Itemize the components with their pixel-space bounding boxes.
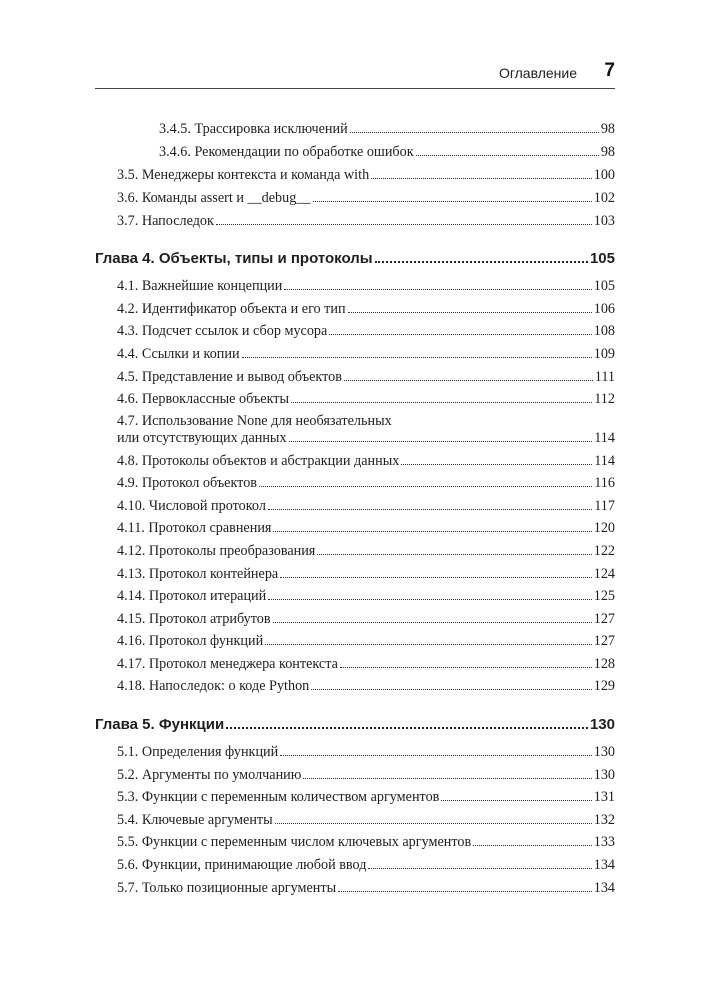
toc-entry-3-4-5[interactable] bbox=[159, 121, 615, 138]
toc-entry-label: 4.9. Протокол объектов bbox=[117, 475, 257, 491]
dot-leader bbox=[280, 577, 592, 578]
toc-entry-page: 133 bbox=[593, 834, 615, 850]
toc-entry-4-17[interactable] bbox=[117, 656, 615, 673]
dot-leader bbox=[371, 178, 592, 179]
toc-entry-label: 4.10. Числовой протокол bbox=[117, 498, 266, 514]
dot-leader bbox=[317, 554, 591, 555]
dot-leader bbox=[338, 891, 592, 892]
toc-chapter-page: 105 bbox=[589, 250, 615, 267]
toc-entry-5-4[interactable] bbox=[117, 812, 615, 829]
dot-leader bbox=[313, 201, 592, 202]
toc-entry-page: 108 bbox=[593, 323, 615, 339]
toc-entry-page: 98 bbox=[600, 121, 615, 137]
toc-entry-4-7[interactable] bbox=[117, 413, 615, 447]
toc-entry-label: 4.17. Протокол менеджера контекста bbox=[117, 656, 338, 672]
dot-leader bbox=[268, 599, 591, 600]
toc-entry-page: 102 bbox=[593, 190, 615, 206]
toc-entry-label: 3.4.5. Трассировка исключений bbox=[159, 121, 348, 137]
toc-entry-page: 134 bbox=[593, 880, 615, 896]
dot-leader bbox=[273, 531, 591, 532]
toc-entry-page: 124 bbox=[593, 566, 615, 582]
toc-entry-page: 134 bbox=[593, 857, 615, 873]
toc-entry-page: 125 bbox=[593, 588, 615, 604]
dot-leader bbox=[226, 727, 588, 729]
toc-entry-4-11[interactable] bbox=[117, 520, 615, 537]
toc-entry-page: 128 bbox=[593, 656, 615, 672]
dot-leader bbox=[291, 402, 592, 403]
toc-entry-3-4-6[interactable] bbox=[159, 144, 615, 161]
toc-entry-label: 4.5. Представление и вывод объектов bbox=[117, 369, 342, 385]
toc-entry-5-2[interactable] bbox=[117, 767, 615, 784]
toc-entry-5-1[interactable] bbox=[117, 744, 615, 761]
toc-entry-5-6[interactable] bbox=[117, 857, 615, 874]
toc-entry-page: 105 bbox=[593, 278, 615, 294]
toc-entry-5-5[interactable] bbox=[117, 834, 615, 851]
toc-entry-label: 5.7. Только позиционные аргументы bbox=[117, 880, 337, 896]
toc-entry-label: 4.13. Протокол контейнера bbox=[117, 566, 279, 582]
toc-entry-label: 4.14. Протокол итераций bbox=[117, 588, 267, 604]
toc-entry-4-1[interactable] bbox=[117, 278, 615, 295]
toc-entry-page: 114 bbox=[594, 453, 615, 469]
dot-leader bbox=[275, 823, 592, 824]
toc-chapter-label: Глава 4. Объекты, типы и протоколы bbox=[95, 250, 373, 267]
toc-entry-page: 106 bbox=[593, 301, 615, 317]
toc-chapter-label: Глава 5. Функции bbox=[95, 716, 225, 733]
toc-entry-3-6[interactable] bbox=[117, 190, 615, 207]
toc-entry-page: 129 bbox=[593, 678, 615, 694]
toc-entry-label: 4.18. Напоследок: о коде Python bbox=[117, 678, 310, 694]
dot-leader bbox=[259, 486, 592, 487]
toc-entry-4-13[interactable] bbox=[117, 566, 615, 583]
toc-entry-label: 4.6. Первоклассные объекты bbox=[117, 391, 290, 407]
toc-entry-page: 117 bbox=[594, 498, 615, 514]
toc-entry-4-6[interactable] bbox=[117, 391, 615, 408]
toc-entry-4-12[interactable] bbox=[117, 543, 615, 560]
dot-leader bbox=[344, 380, 593, 381]
toc-entry-label: 3.7. Напоследок bbox=[117, 213, 214, 229]
toc-entry-page: 127 bbox=[593, 611, 615, 627]
toc-entry-page: 130 bbox=[593, 767, 615, 783]
toc-chapter-4[interactable] bbox=[95, 250, 615, 267]
toc-entry-line2 bbox=[117, 430, 615, 447]
toc-entry-label: 3.5. Менеджеры контекста и команда with bbox=[117, 167, 370, 183]
dot-leader bbox=[401, 464, 592, 465]
toc-entry-4-8[interactable] bbox=[117, 453, 615, 470]
toc-entry-5-7[interactable] bbox=[117, 880, 615, 897]
toc-entry-4-16[interactable] bbox=[117, 633, 615, 650]
toc-entry-4-15[interactable] bbox=[117, 611, 615, 628]
toc-chapter-page: 130 bbox=[589, 716, 615, 733]
toc-entry-label: 3.6. Команды assert и __debug__ bbox=[117, 190, 311, 206]
toc-entry-label: 4.2. Идентификатор объекта и его тип bbox=[117, 301, 346, 317]
toc-entry-label-line1: 4.7. Использование None для необязательных bbox=[117, 413, 392, 429]
dot-leader bbox=[350, 132, 599, 133]
toc-entry-4-14[interactable] bbox=[117, 588, 615, 605]
toc-entry-label: 4.8. Протоколы объектов и абстракции данных bbox=[117, 453, 400, 469]
toc-entry-page: 103 bbox=[593, 213, 615, 229]
toc-entry-label: 4.15. Протокол атрибутов bbox=[117, 611, 271, 627]
toc-entry-label: 5.6. Функции, принимающие любой ввод bbox=[117, 857, 367, 873]
toc-entry-page: 120 bbox=[593, 520, 615, 536]
toc-entry-4-3[interactable] bbox=[117, 323, 615, 340]
toc-entry-page: 130 bbox=[593, 744, 615, 760]
dot-leader bbox=[375, 261, 588, 263]
toc-entry-4-18[interactable] bbox=[117, 678, 615, 695]
toc-entry-label: 5.1. Определения функций bbox=[117, 744, 279, 760]
dot-leader bbox=[280, 755, 592, 756]
toc-entry-page: 98 bbox=[600, 144, 615, 160]
dot-leader bbox=[284, 289, 591, 290]
toc-entry-label: 5.3. Функции с переменным количеством аргументов bbox=[117, 789, 440, 805]
toc-entry-5-3[interactable] bbox=[117, 789, 615, 806]
running-header-title: Оглавление bbox=[498, 65, 577, 81]
dot-leader bbox=[303, 778, 591, 779]
toc-entry-page: 111 bbox=[594, 369, 615, 385]
toc-entry-4-4[interactable] bbox=[117, 346, 615, 363]
dot-leader bbox=[416, 155, 599, 156]
toc-entry-page: 109 bbox=[593, 346, 615, 362]
toc-entry-label: 4.4. Ссылки и копии bbox=[117, 346, 240, 362]
toc-entry-4-9[interactable] bbox=[117, 475, 615, 492]
dot-leader bbox=[273, 622, 592, 623]
toc-entry-label: 5.2. Аргументы по умолчанию bbox=[117, 767, 302, 783]
toc-entry-page: 131 bbox=[593, 789, 615, 805]
toc-entry-4-2[interactable] bbox=[117, 301, 615, 318]
toc-entry-label-line2: или отсутствующих данных bbox=[117, 430, 287, 446]
toc-entry-label: 3.4.6. Рекомендации по обработке ошибок bbox=[159, 144, 414, 160]
toc-entry-page: 122 bbox=[593, 543, 615, 559]
dot-leader bbox=[368, 868, 591, 869]
dot-leader bbox=[348, 312, 592, 313]
toc-entry-label: 5.5. Функции с переменным числом ключевых аргументов bbox=[117, 834, 472, 850]
toc-entry-label: 4.16. Протокол функций bbox=[117, 633, 264, 649]
toc-entry-label: 4.11. Протокол сравнения bbox=[117, 520, 272, 536]
toc-entry-page: 127 bbox=[593, 633, 615, 649]
toc-entry-page: 116 bbox=[594, 475, 615, 491]
toc-entry-4-5[interactable] bbox=[117, 369, 615, 386]
toc-entry-page: 132 bbox=[593, 812, 615, 828]
dot-leader bbox=[265, 644, 592, 645]
dot-leader bbox=[216, 224, 592, 225]
dot-leader bbox=[311, 689, 591, 690]
dot-leader bbox=[441, 800, 591, 801]
toc-entry-3-5[interactable] bbox=[117, 167, 615, 184]
toc-entry-page: 112 bbox=[594, 391, 615, 407]
dot-leader bbox=[242, 357, 592, 358]
toc-entry-label: 5.4. Ключевые аргументы bbox=[117, 812, 273, 828]
toc-entry-label: 4.1. Важнейшие концепции bbox=[117, 278, 283, 294]
toc-entry-3-7[interactable] bbox=[117, 213, 615, 230]
dot-leader bbox=[340, 667, 592, 668]
toc-chapter-5[interactable] bbox=[95, 716, 615, 733]
page-number: 7 bbox=[604, 60, 615, 81]
toc-entry-page: 100 bbox=[593, 167, 615, 183]
dot-leader bbox=[329, 334, 591, 335]
toc-entry-page: 114 bbox=[594, 430, 615, 446]
dot-leader bbox=[473, 845, 592, 846]
dot-leader bbox=[289, 441, 593, 442]
dot-leader bbox=[268, 509, 592, 510]
toc-entry-4-10[interactable] bbox=[117, 498, 615, 515]
toc-entry-label: 4.12. Протоколы преобразования bbox=[117, 543, 316, 559]
toc-entry-label: 4.3. Подсчет ссылок и сбор мусора bbox=[117, 323, 328, 339]
